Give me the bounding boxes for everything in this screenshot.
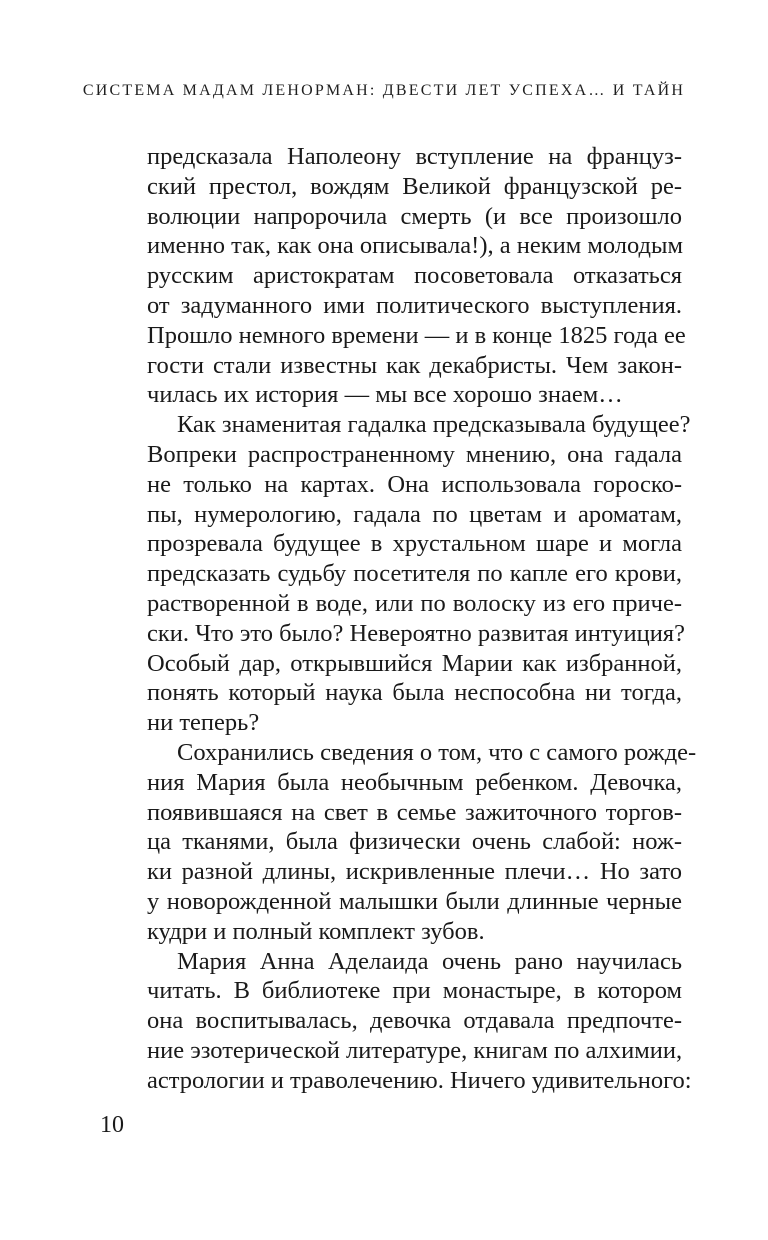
text-line: Вопреки распространенному мнению, она гадала [147,440,682,468]
text-line: именно так, как она описывала!), а неким молодым [147,232,683,260]
text-line: ни теперь? [147,709,260,737]
text-line: ние эзотерической литературе, книгам по алхимии, [147,1036,683,1064]
text-line: предсказала Наполеону вступление на француз- [147,143,682,170]
text-line: русским аристократам посоветовала отказаться [147,262,682,290]
text-line: понять который наука была неспособна ни тогда, [147,679,682,707]
text-line: предсказать судьбу посетителя по капле его крови, [147,560,682,588]
text-line: Мария Анна Аделаида очень рано научилась [177,947,682,975]
text-line: ца тканями, была физически очень слабой: нож- [147,828,682,856]
page-number: 10 [100,1112,124,1138]
paragraph [147,947,692,1096]
text-line: Сохранились сведения о том, что с самого рожде- [177,738,697,766]
paragraph [147,738,697,947]
text-line: чилась их история — мы все хорошо знаем… [147,381,623,409]
text-line: Прошло немного времени — и в конце 1825 года ее [147,321,686,349]
body-text [147,142,697,1096]
text-line: от задуманного ими политического выступления. [147,291,682,319]
text-line: растворенной в воде, или по волоску из его приче- [147,589,682,617]
text-line: кудри и полный комплект зубов. [147,917,485,945]
text-line: не только на картах. Она использовала гороско- [147,470,682,498]
text-line: прозревала будущее в хрустальном шаре и могла [147,530,682,558]
text-line: она воспитывалась, девочка отдавала предпочте- [147,1007,682,1035]
text-line: ски. Что это было? Невероятно развитая интуиция? [147,619,685,647]
text-line: читать. В библиотеке при монастыре, в котором [147,977,682,1005]
text-line: Особый дар, открывшийся Марии как избранной, [147,649,682,677]
text-line: ки разной длины, искривленные плечи… Но зато [147,858,682,886]
text-line: пы, нумерологию, гадала по цветам и ароматам, [147,500,682,528]
text-line: волюции напророчила смерть (и все произошло [147,202,682,230]
text-line: гости стали известны как декабристы. Чем закон- [147,351,682,379]
text-line: астрологии и траволечению. Ничего удивительного: [147,1066,692,1094]
text-line: ский престол, вождям Великой французской ре- [147,172,682,200]
running-header: СИСТЕМА МАДАМ ЛЕНОРМАН: ДВЕСТИ ЛЕТ УСПЕХА… И ТАЙН [82,82,686,99]
text-line: ния Мария была необычным ребенком. Девочка, [147,768,682,796]
text-line: у новорожденной малышки были длинные черные [147,887,682,915]
paragraph [147,410,691,738]
text-line: Как знаменитая гадалка предсказывала будущее? [177,411,691,439]
text-line: появившаяся на свет в семье зажиточного торгов- [147,798,682,826]
paragraph [147,142,686,410]
